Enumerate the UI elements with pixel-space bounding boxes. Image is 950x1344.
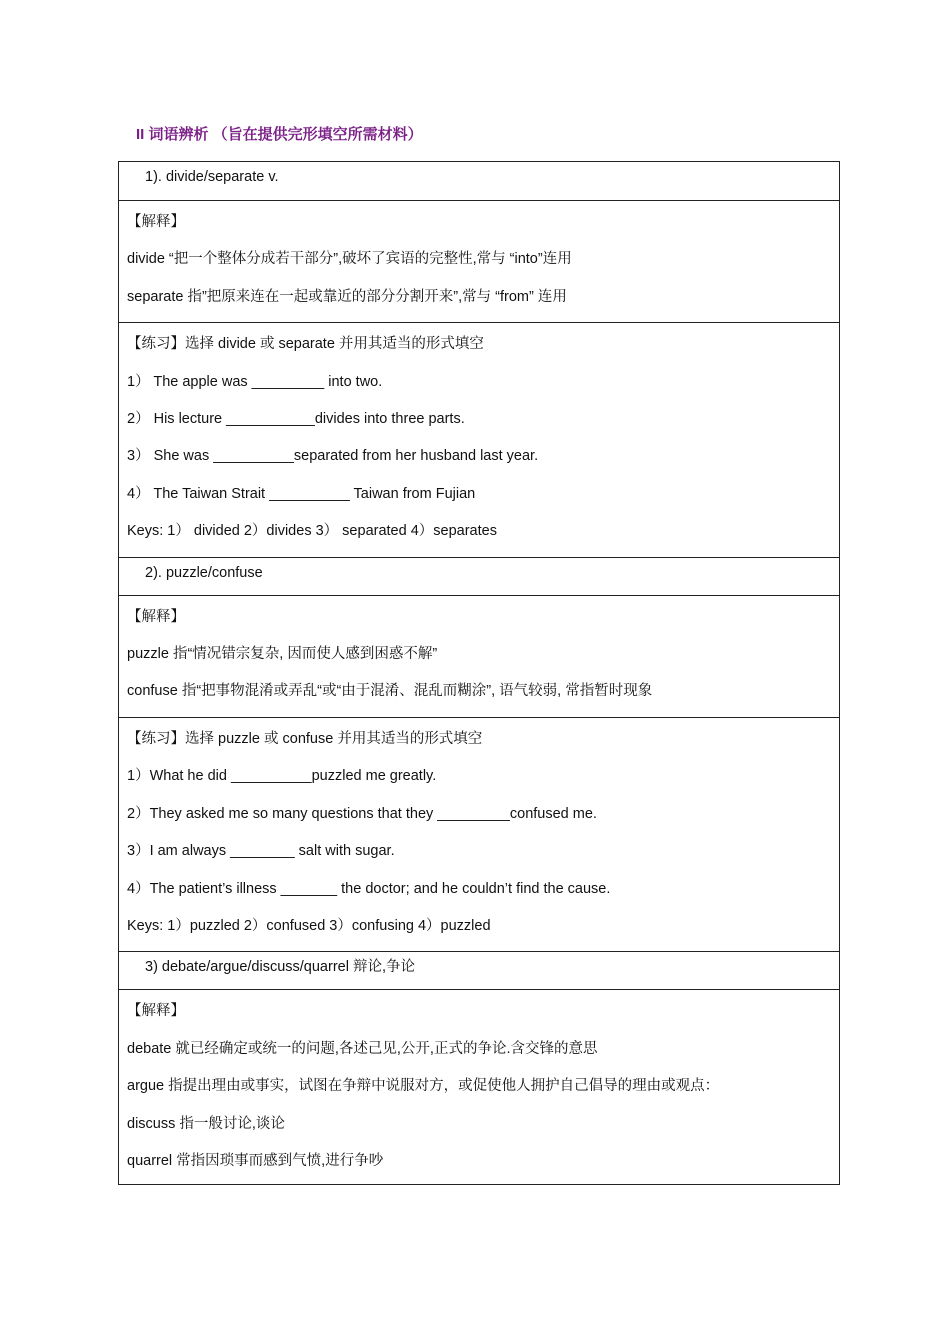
- section-title: 2). puzzle/confuse: [145, 564, 263, 581]
- explanation-line: discuss 指一般讨论,谈论: [127, 1115, 285, 1132]
- explanation-block: [119, 595, 839, 717]
- explanation-line: separate 指”把原来连在一起或靠近的部分分割开来”,常与 “from” 连用: [127, 288, 567, 305]
- practice-item: 4）The patient’s illness _______ the doctor; and he couldn’t find the cause.: [127, 880, 611, 897]
- word-discrimination-table: [118, 161, 840, 1185]
- explanation-line: argue 指提出理由或事实，试图在争辩中说服对方，或促使他人拥护自己倡导的理由或观点：: [127, 1078, 720, 1095]
- practice-item: 1）What he did __________puzzled me greatly.: [127, 768, 437, 785]
- practice-block: [119, 717, 839, 951]
- practice-label: 【练习】选择 divide 或 separate 并用其适当的形式填空: [127, 336, 484, 353]
- answer-keys: Keys: 1）puzzled 2）confused 3）confusing 4）puzzled: [127, 917, 491, 934]
- explanation-line: puzzle 指“情况错宗复杂, 因而使人感到困惑不解”: [127, 646, 438, 663]
- practice-label: 【练习】选择 puzzle 或 confuse 并用其适当的形式填空: [127, 730, 483, 747]
- practice-item: 1） The apple was _________ into two.: [127, 373, 383, 390]
- section-title-row: [119, 557, 839, 595]
- explanation-line: divide “把一个整体分成若干部分”,破坏了宾语的完整性,常与 “into”连用: [127, 251, 572, 268]
- explanation-block: [119, 200, 839, 322]
- practice-item: 2） His lecture ___________divides into three parts.: [127, 411, 465, 428]
- explanation-block: [119, 989, 839, 1184]
- section-heading: II 词语辨析 （旨在提供完形填空所需材料）: [136, 126, 423, 143]
- explanation-line: confuse 指“把事物混淆或弄乱“或“由于混淆、混乱而糊涂”, 语气较弱, 常指暂时现象: [127, 683, 653, 700]
- explanation-line: quarrel 常指因琐事而感到气愤,进行争吵: [127, 1152, 384, 1169]
- section-title: 1). divide/separate v.: [145, 169, 279, 185]
- explanation-line: debate 就已经确定或统一的问题,各述己见,公开,正式的争论.含交锋的意思: [127, 1040, 598, 1057]
- practice-block: [119, 322, 839, 556]
- practice-item: 3） She was __________separated from her husband last year.: [127, 448, 539, 465]
- practice-item: 4） The Taiwan Strait __________ Taiwan from Fujian: [127, 485, 476, 502]
- answer-keys: Keys: 1） divided 2）divides 3） separated 4）separates: [127, 523, 497, 540]
- section-title-row: [119, 951, 839, 989]
- explanation-label: 【解释】: [127, 214, 185, 230]
- practice-item: 3）I am always ________ salt with sugar.: [127, 843, 395, 860]
- explanation-label: 【解释】: [127, 608, 185, 625]
- section-title-row: [119, 162, 839, 200]
- explanation-label: 【解释】: [127, 1003, 185, 1020]
- practice-item: 2）They asked me so many questions that they _________confused me.: [127, 805, 597, 822]
- section-title: 3) debate/argue/discuss/quarrel 辩论,争论: [145, 959, 415, 976]
